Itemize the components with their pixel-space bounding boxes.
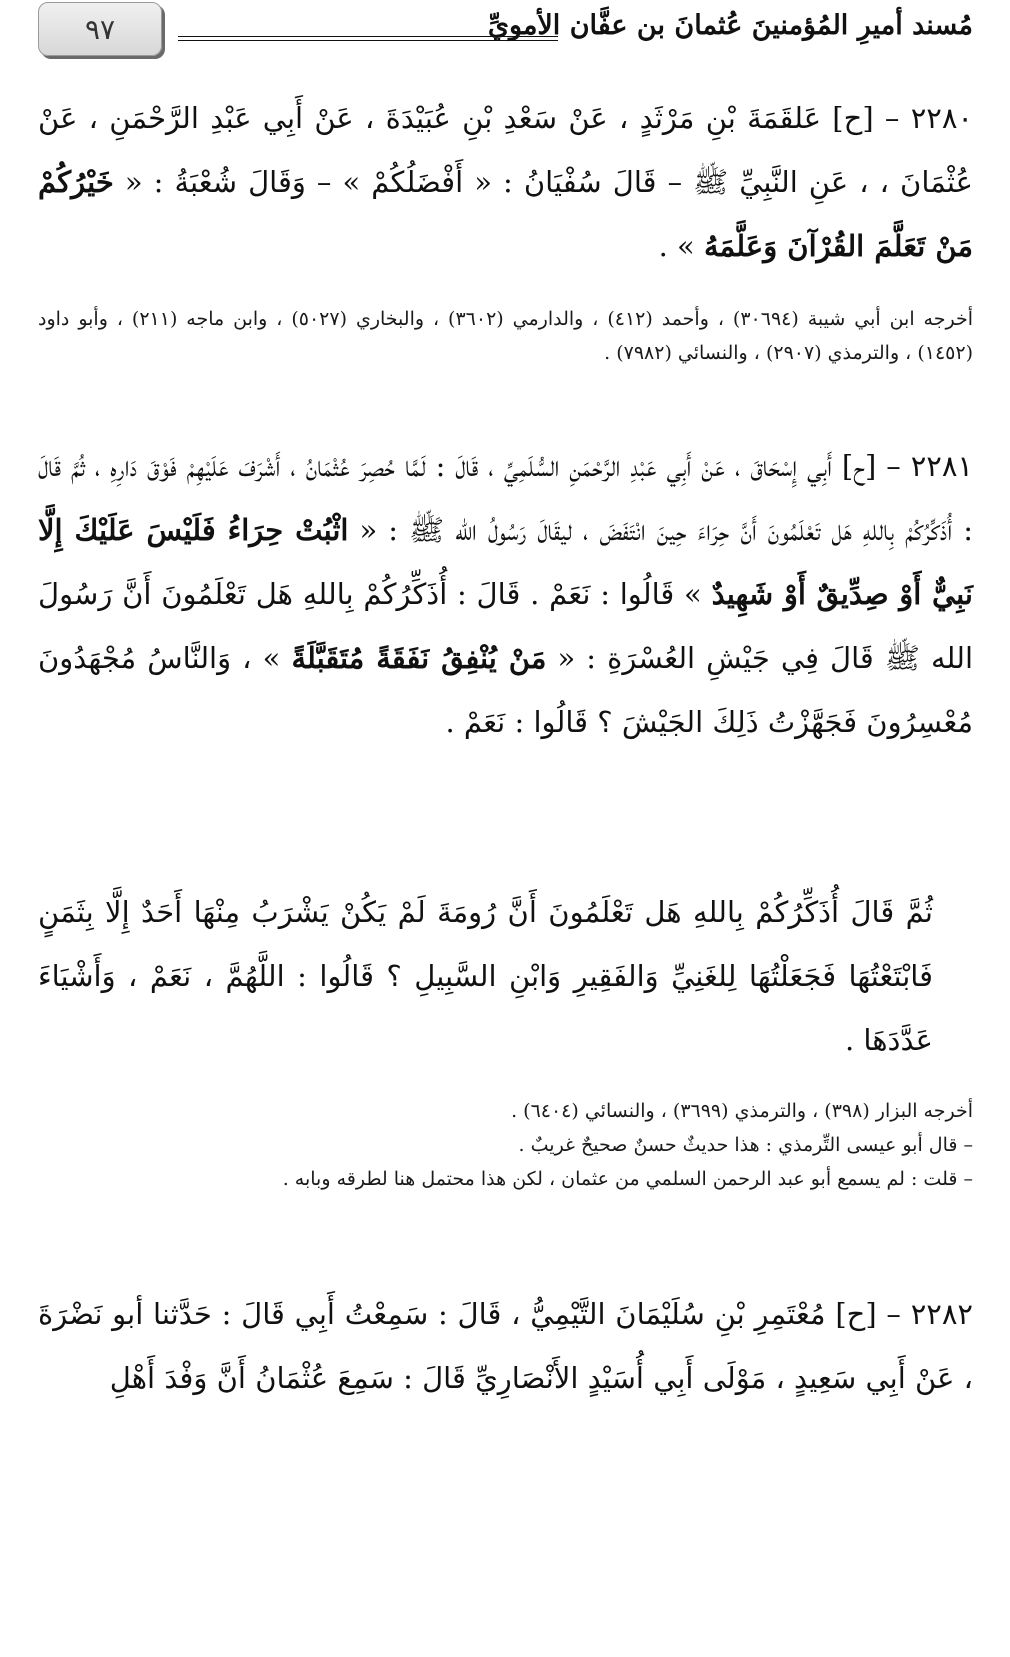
- hadith-text-end: » .: [658, 229, 695, 263]
- hadith-number: ٢٢٨٠: [910, 101, 974, 135]
- prophetic-saying: اثْبُتْ حِرَاءُ فَلَيْسَ عَلَيْكَ إِلَّا نَبِيٌّ أَوْ صِدِّيقٌ أَوْ شَهِيدٌ: [38, 513, 973, 611]
- hadith-2281: [38, 434, 973, 754]
- takhrij-note-2281: [38, 1094, 973, 1196]
- prophetic-saying: خَيْرُكُمْ مَنْ تَعَلَّمَ القُرْآنَ وَعَلَّمَهُ: [38, 165, 973, 263]
- hadith-2280: [38, 86, 973, 278]
- editor-comment: – قلت : لم يسمع أبو عبد الرحمن السلمي من عثمان ، لكن هذا محتمل هنا لطرقه وبابه .: [282, 1168, 973, 1190]
- running-title: مُسند أميرِ المُؤمنينَ عُثمانَ بن عفَّان الأمويِّ: [487, 10, 973, 41]
- hadith-number: ٢٢٨٢: [910, 1297, 973, 1331]
- page-header: [38, 0, 973, 62]
- hadith-number: ٢٢٨١: [910, 449, 974, 483]
- hadith-2281-paragraph-2: [38, 880, 973, 1072]
- hadith-text: » قَالُوا : نَعَمْ . قَالَ : أُذَكِّرُكُمْ بِاللهِ هَل تَعْلَمُونَ أَنَّ رَسُولَ الله ﷺ قَالَ فِي جَيْشِ العُسْرَةِ : «: [38, 577, 973, 675]
- page-number-box: [38, 2, 162, 56]
- hadith-2282: [38, 1282, 973, 1410]
- hadith-text: – [ح] عَلقَمَةَ بْنِ مَرْثَدٍ ، عَنْ سَعْدِ بْنِ عُبَيْدَةَ ، عَنْ أَبِي عَبْدِ الرَّحْمَنِ ، عَنْ عُثْمَانَ ، ، عَنِ النَّبِيِّ ﷺ – قَالَ سُفْيَانُ : « أَفْضَلُكُمْ » – وَقَالَ شُعْبَةُ : «: [38, 101, 973, 199]
- tirmidhi-grading: – قال أبو عيسى التِّرمذي : هذا حديثٌ حسنٌ صحيحٌ غريبٌ .: [518, 1134, 973, 1156]
- hadith-text: – [ح] مُعْتَمِرِ بْنِ سُلَيْمَانَ التَّيْمِيُّ ، قَالَ : سَمِعْتُ أَبِي قَالَ : حَدَّثنا أبو نَضْرَةَ ، عَنْ أَبِي سَعِيدٍ ، مَوْلَى أَبِي أُسَيْدٍ الأَنْصَارِيِّ قَالَ : سَمِعَ عُثْمَانُ أَنَّ وَفْدَ أَهْلِ: [38, 1297, 973, 1395]
- hadith-text: ثُمَّ قَالَ أُذَكِّرُكُمْ بِاللهِ هَل تَعْلَمُونَ أَنَّ رُومَةَ لَمْ يَكُنْ يَشْرَبُ مِنْهَا أَحَدٌ إِلَّا بِثَمَنٍ فَابْتَعْتُهَا فَجَعَلْتُهَا لِلغَنِيِّ وَالفَقِيرِ وَابْنِ السَّبِيلِ ؟ قَالُوا : اللَّهُمَّ ، نَعَمْ ، وَأَشْيَاءَ عَدَّدَهَا .: [38, 895, 933, 1057]
- takhrij-note-2280: [38, 302, 973, 370]
- page-number: ٩٧: [84, 12, 116, 46]
- hadith-text: – [ح] أَبِي إِسْحَاقَ ، عَنْ أَبِي عَبْدِ الرَّحْمَنِ السُّلَمِيِّ ، قَالَ : لَمَّا حُصِرَ عُثْمَانُ ، أَشْرَفَ عَلَيْهِمْ فَوْقَ دَارِهِ ، ثُمَّ قَالَ : أُذَكِّرُكُمْ بِاللهِ هَل تَعْلَمُونَ أَنَّ حِرَاءَ حِينَ انْتَفَضَ ، ليقَالَ رَسُولُ الله ﷺ : «: [38, 449, 974, 547]
- takhrij-text: أخرجه ابن أبي شيبة (٣٠٦٩٤) ، وأحمد (٤١٢) ، والدارمي (٣٦٠٢) ، والبخاري (٥٠٢٧) ، وابن ماجه (٢١١) ، وأبو داود (١٤٥٢) ، والترمذي (٢٩٠٧) ، والنسائي (٧٩٨٢) .: [38, 308, 973, 364]
- takhrij-text: أخرجه البزار (٣٩٨) ، والترمذي (٣٦٩٩) ، والنسائي (٦٤٠٤) .: [511, 1100, 973, 1122]
- hadith-text: » ، وَالنَّاسُ مُجْهَدُونَ مُعْسِرُونَ فَجَهَّزْتُ ذَلِكَ الجَيْشَ ؟ قَالُوا : نَعَمْ .: [38, 641, 973, 739]
- prophetic-saying: مَنْ يُنْفِقُ نَفَقَةً مُتَقَبَّلَةً: [291, 641, 547, 675]
